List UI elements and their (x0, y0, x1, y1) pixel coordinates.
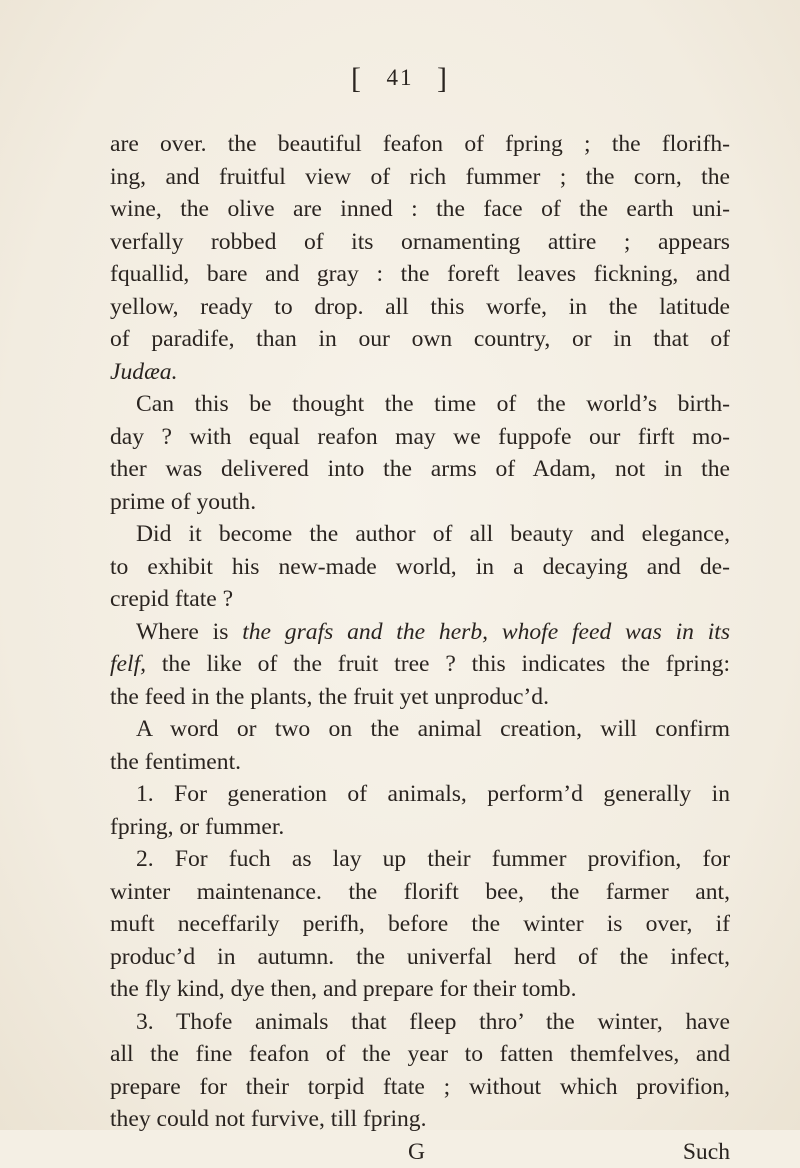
text-line: verfally robbed of its ornamenting attire ; appears (110, 226, 730, 259)
text-line: prime of youth. (110, 486, 730, 519)
text-line: the fentiment. (110, 746, 730, 779)
text-line: winter maintenance. the florift bee, the farmer ant, (110, 876, 730, 909)
page-footer (110, 1136, 730, 1168)
signature-mark: G (408, 1136, 425, 1168)
text-line: are over. the beautiful feafon of fpring ; the florifh- (110, 128, 730, 161)
text-line: day ? with equal reafon may we fuppofe our firft mo- (110, 421, 730, 454)
page-header (0, 62, 800, 96)
text-line: of paradife, than in our own country, or in that of (110, 323, 730, 356)
bracket-open: [ (351, 62, 363, 95)
italic-place-name: Judæa. (110, 359, 178, 385)
paragraph-start-line (110, 616, 730, 649)
text-line: prepare for their torpid ftate ; without which provifion, (110, 1071, 730, 1104)
text-line: fquallid, bare and gray : the foreft leaves fickning, and (110, 258, 730, 291)
text-line: they could not furvive, till fpring. (110, 1103, 730, 1136)
italic-quotation: the grafs and the herb, whofe feed was in its (242, 619, 730, 645)
text-line: all the fine feafon of the year to fatten themfelves, and (110, 1038, 730, 1071)
text-line: crepid ftate ? (110, 583, 730, 616)
text-line (110, 648, 730, 681)
italic-quotation: felf, (110, 651, 146, 677)
text-line: yellow, ready to drop. all this worfe, in the latitude (110, 291, 730, 324)
text-fragment: Where is (136, 619, 242, 645)
text-line: ing, and fruitful view of rich fummer ; the corn, the (110, 161, 730, 194)
text-line: produc’d in autumn. the univerfal herd of the infect, (110, 941, 730, 974)
text-line: the fly kind, dye then, and prepare for their tomb. (110, 973, 730, 1006)
text-fragment: the like of the fruit tree ? this indicates the fpring: (146, 651, 730, 677)
numbered-item-2: 2. For fuch as lay up their fummer provifion, for (110, 843, 730, 876)
page-number: 41 (387, 65, 414, 90)
text-line: the feed in the plants, the fruit yet unproduc’d. (110, 681, 730, 714)
text-line: wine, the olive are inned : the face of the earth uni- (110, 193, 730, 226)
body-text (110, 128, 730, 1168)
catchword: Such (683, 1136, 730, 1168)
numbered-item-1: 1. For generation of animals, perform’d generally in (110, 778, 730, 811)
text-line (110, 356, 730, 389)
paragraph-start-line: Can this be thought the time of the world’s birth- (110, 388, 730, 421)
text-line: fpring, or fummer. (110, 811, 730, 844)
text-line: to exhibit his new-made world, in a decaying and de- (110, 551, 730, 584)
text-line: muft neceffarily perifh, before the winter is over, if (110, 908, 730, 941)
text-line: ther was delivered into the arms of Adam, not in the (110, 453, 730, 486)
paragraph-start-line: A word or two on the animal creation, will confirm (110, 713, 730, 746)
paragraph-start-line: Did it become the author of all beauty and elegance, (110, 518, 730, 551)
numbered-item-3: 3. Thofe animals that fleep thro’ the winter, have (110, 1006, 730, 1039)
bracket-close: ] (437, 62, 449, 95)
